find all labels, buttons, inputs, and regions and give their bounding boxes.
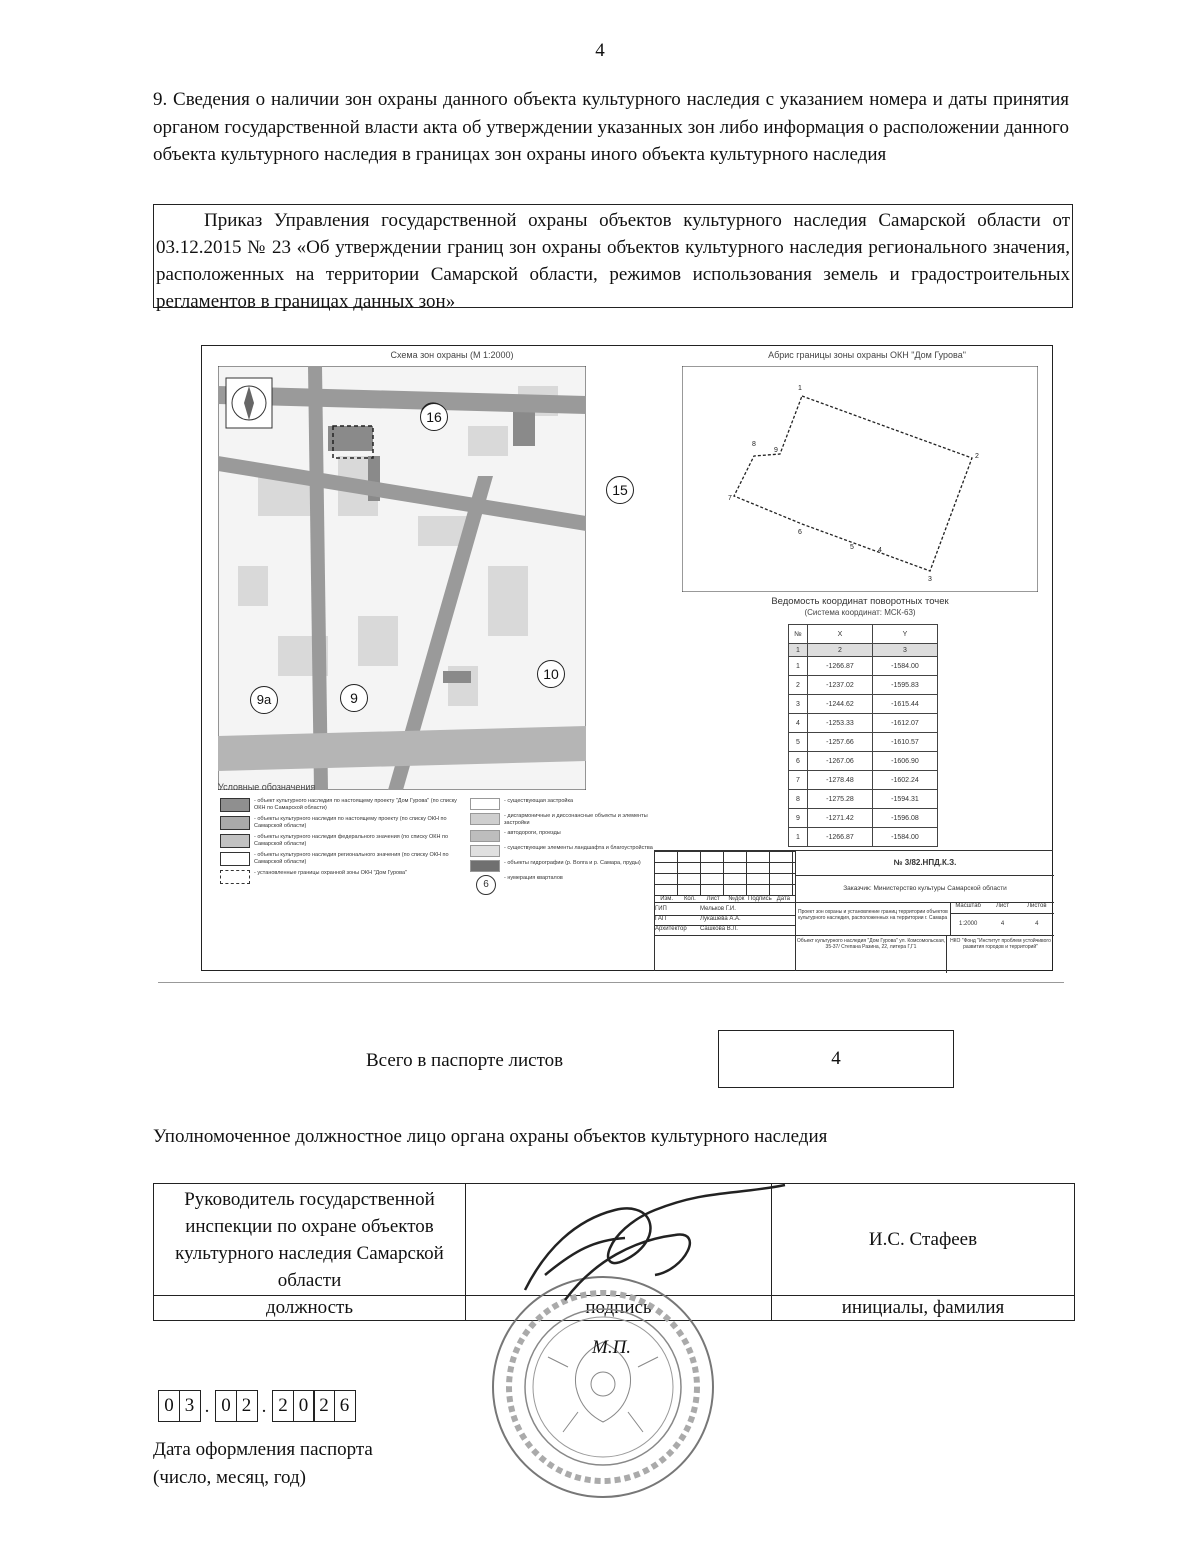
legend-item bbox=[470, 798, 660, 810]
outline-title: Абрис границы зоны охраны ОКН "Дом Гурова" bbox=[768, 350, 966, 360]
legend-swatch bbox=[470, 830, 500, 842]
legend-text: - нумерация кварталов bbox=[504, 875, 563, 881]
legend-text: - автодороги, проезды bbox=[504, 830, 561, 836]
outline-point-8: 8 bbox=[752, 441, 756, 448]
date-digit: 0 bbox=[215, 1390, 237, 1422]
outline-point-1: 1 bbox=[798, 385, 802, 392]
date-digit: 2 bbox=[272, 1390, 294, 1422]
date-caption-line: (число, месяц, год) bbox=[153, 1467, 307, 1488]
caption-position: должность bbox=[154, 1296, 466, 1321]
coords-cell: -1615.44 bbox=[873, 695, 938, 714]
customer: Заказчик: Министерство культуры Самарской области bbox=[796, 876, 1054, 903]
coords-cell: 5 bbox=[789, 733, 808, 752]
legend-right bbox=[470, 798, 660, 898]
coords-cell: -1253.33 bbox=[808, 714, 873, 733]
divider bbox=[158, 982, 1064, 983]
coords-row bbox=[789, 676, 938, 695]
outline-point-6: 6 bbox=[798, 529, 802, 536]
official-name: И.С. Стафеев bbox=[772, 1184, 1075, 1296]
stamp-header-cell: №док bbox=[728, 896, 745, 902]
legend-text: - существующая застройка bbox=[504, 798, 574, 804]
coords-row bbox=[789, 828, 938, 847]
caption-name: инициалы, фамилия bbox=[772, 1296, 1075, 1321]
legend-item bbox=[470, 830, 660, 842]
coords-cell: 8 bbox=[789, 790, 808, 809]
coords-cell: 7 bbox=[789, 771, 808, 790]
coords-cell: -1606.90 bbox=[873, 752, 938, 771]
coords-cell: -1266.87 bbox=[808, 828, 873, 847]
official-heading: Уполномоченное должностное лицо органа охраны объектов культурного наследия bbox=[153, 1126, 828, 1147]
zone-map bbox=[218, 366, 586, 790]
date-digit: 2 bbox=[313, 1390, 335, 1422]
staff-name: Лукашева А.А. bbox=[700, 916, 741, 922]
coords-cell: -1612.07 bbox=[873, 714, 938, 733]
legend-left bbox=[220, 798, 460, 888]
scheme-title: Схема зон охраны (М 1:2000) bbox=[390, 350, 514, 360]
legend-item bbox=[470, 845, 660, 857]
coords-cell: 1 bbox=[789, 828, 808, 847]
staff-role: ГАП bbox=[655, 916, 667, 922]
coords-cell: -1278.48 bbox=[808, 771, 873, 790]
date-separator: . bbox=[204, 1396, 210, 1417]
coords-cell: -1267.06 bbox=[808, 752, 873, 771]
block-number-16: 16 bbox=[420, 403, 448, 431]
staff-role: ГИП bbox=[655, 906, 667, 912]
staff-name: Мельков Г.И. bbox=[700, 906, 736, 912]
coords-index: 3 bbox=[873, 644, 938, 657]
sheets-label: Листов bbox=[1027, 903, 1047, 909]
stamp-header-cell: Дата bbox=[776, 896, 791, 902]
coords-cell: 4 bbox=[789, 714, 808, 733]
coords-row bbox=[789, 752, 938, 771]
coords-cell: -1595.83 bbox=[873, 676, 938, 695]
legend-text: - объекты гидрографии (р. Волга и р. Самара, пруды) bbox=[504, 860, 641, 866]
coords-cell: -1266.87 bbox=[808, 657, 873, 676]
coords-cell: -1244.62 bbox=[808, 695, 873, 714]
legend-item bbox=[220, 816, 460, 830]
legend-swatch bbox=[220, 852, 250, 866]
coords-index: 1 bbox=[789, 644, 808, 657]
legend-item bbox=[220, 834, 460, 848]
staff-role: Архитектор bbox=[655, 926, 687, 932]
coords-table bbox=[788, 624, 938, 847]
legend-text: - объекты культурного наследия регионального значения (по списку ОКН по Самарской области) bbox=[254, 852, 449, 865]
outline-point-3: 3 bbox=[928, 576, 932, 583]
outline-point-4: 4 bbox=[878, 547, 882, 554]
coords-subtitle: (Система координат: МСК-63) bbox=[804, 608, 916, 617]
legend-item bbox=[470, 875, 660, 895]
coords-row bbox=[789, 733, 938, 752]
coords-cell: -1602.24 bbox=[873, 771, 938, 790]
total-sheets-value: 4 bbox=[718, 1030, 954, 1088]
coords-cell: -1596.08 bbox=[873, 809, 938, 828]
date-caption bbox=[153, 1436, 373, 1492]
order-text: Приказ Управления государственной охраны объектов культурного наследия Самарской области от 03.12.2015 № 23 «Об утверждении границ зон охраны объектов культурного наследия регионального значения, расположенных на территории Самарской области, режимов использования земель и градостроительных регламентов в границах данных зон» bbox=[156, 210, 1070, 312]
legend-text: - объекты культурного наследия федерального значения (по списку ОКН по Самарской области) bbox=[254, 834, 449, 847]
legend-swatch bbox=[220, 816, 250, 830]
legend-text: - установленные границы охранной зоны ОКН "Дом Гурова" bbox=[254, 870, 407, 876]
coords-cell: 2 bbox=[789, 676, 808, 695]
coords-row bbox=[789, 695, 938, 714]
date-digit: 6 bbox=[334, 1390, 356, 1422]
coords-index: 2 bbox=[808, 644, 873, 657]
outline-point-2: 2 bbox=[975, 453, 979, 460]
coords-row bbox=[789, 790, 938, 809]
legend-text: - дисгармоничные и диссонансные объекты и элементы застройки bbox=[504, 813, 648, 826]
legend-swatch bbox=[470, 798, 500, 810]
block-number-9: 9 bbox=[340, 684, 368, 712]
date-separator: . bbox=[261, 1396, 267, 1417]
sheet-value: 4 bbox=[1000, 921, 1005, 927]
project-code: № 3/82.НПД.К.З. bbox=[796, 851, 1054, 876]
legend-block-number: 6 bbox=[476, 875, 496, 895]
coords-row bbox=[789, 809, 938, 828]
title-block bbox=[654, 850, 1053, 971]
coords-header: X bbox=[808, 625, 873, 644]
block-number-9a: 9а bbox=[250, 686, 278, 714]
legend-title: Условные обозначения bbox=[218, 782, 316, 792]
stamp-header-cell: Кол. bbox=[683, 896, 696, 902]
legend-swatch bbox=[470, 845, 500, 857]
coords-cell: -1271.42 bbox=[808, 809, 873, 828]
coords-cell: -1257.66 bbox=[808, 733, 873, 752]
legend-text: - объекты культурного наследия по настоящему проекту (по списку ОКН по Самарской области) bbox=[254, 816, 447, 829]
coords-row bbox=[789, 714, 938, 733]
coords-header: Y bbox=[873, 625, 938, 644]
coords-header: № bbox=[789, 625, 808, 644]
coords-row bbox=[789, 771, 938, 790]
legend-item bbox=[470, 813, 660, 827]
scale-value: 1:2000 bbox=[958, 921, 978, 927]
coords-cell: -1275.28 bbox=[808, 790, 873, 809]
sheet-label: Лист bbox=[995, 903, 1010, 909]
stamp-header-cell: Подпись bbox=[748, 896, 772, 902]
coords-cell: -1584.00 bbox=[873, 828, 938, 847]
caption-signature: подпись bbox=[466, 1296, 772, 1321]
order-box bbox=[153, 204, 1073, 312]
outline-point-7: 7 bbox=[728, 495, 732, 502]
block-number-10: 10 bbox=[537, 660, 565, 688]
date-digit: 2 bbox=[236, 1390, 258, 1422]
stamp-header-cell: Изм. bbox=[660, 896, 674, 902]
coords-cell: 3 bbox=[789, 695, 808, 714]
coords-cell: -1610.57 bbox=[873, 733, 938, 752]
page-number: 4 bbox=[595, 40, 605, 61]
legend-item bbox=[220, 852, 460, 866]
official-position: Руководитель государственной инспекции по охране объектов культурного наследия Самарской области bbox=[154, 1184, 466, 1296]
legend-swatch bbox=[220, 798, 250, 812]
stamp-header-cell: Лист bbox=[706, 896, 720, 902]
date-caption-line: Дата оформления паспорта bbox=[153, 1439, 373, 1460]
coords-row bbox=[789, 657, 938, 676]
staff-name: Сашкова В.Л. bbox=[700, 926, 738, 932]
date-boxes bbox=[158, 1390, 354, 1422]
coords-cell: 6 bbox=[789, 752, 808, 771]
legend-swatch bbox=[220, 870, 250, 884]
coords-title: Ведомость координат поворотных точек bbox=[771, 596, 949, 607]
coords-cell: 1 bbox=[789, 657, 808, 676]
date-digit: 0 bbox=[293, 1390, 315, 1422]
coords-cell: 9 bbox=[789, 809, 808, 828]
coords-cell: -1237.02 bbox=[808, 676, 873, 695]
sheets-value: 4 bbox=[1035, 921, 1039, 927]
legend-text: - объект культурного наследия по настоящему проекту "Дом Гурова" (по списку ОКН по Самарской области) bbox=[254, 798, 457, 811]
stamp-mark: М.П. bbox=[592, 1337, 632, 1358]
legend-swatch bbox=[220, 834, 250, 848]
legend-item bbox=[220, 798, 460, 812]
legend-text: - существующие элементы ландшафта и благоустройства bbox=[504, 845, 653, 851]
legend-swatch bbox=[470, 860, 500, 872]
scale-label: Масштаб bbox=[955, 903, 981, 909]
zone-drawing-sheet bbox=[201, 345, 1053, 971]
block-number-15: 15 bbox=[606, 476, 634, 504]
section-heading: 9. Сведения о наличии зон охраны данного объекта культурного наследия с указанием номера и даты принятия органом государственной власти акта об утверждении указанных зон либо информация о расположении данного объекта культурного наследия в границах зон охраны иного объекта культурного наследия bbox=[153, 89, 1069, 165]
legend-item bbox=[220, 870, 460, 884]
object-desc: Объект культурного наследия "Дом Гурова" ул. Комсомольская, 35-37/ Степана Разина, 22, литера Г,Г1 bbox=[796, 936, 947, 973]
coords-cell: -1584.00 bbox=[873, 657, 938, 676]
date-digit: 3 bbox=[179, 1390, 201, 1422]
outline-point-5: 5 bbox=[850, 544, 854, 551]
zone-outline bbox=[682, 366, 1038, 592]
project-desc: Проект зон охраны и установление границ территории объектов культурного наследия, расположенных на территории г. Самара bbox=[796, 903, 951, 935]
total-sheets-label: Всего в паспорте листов bbox=[366, 1050, 564, 1071]
organization: НКО "Фонд "Институт проблем устойчивого развития городов и территорий" bbox=[950, 938, 1051, 950]
signature-scribble bbox=[505, 1180, 795, 1330]
legend-swatch bbox=[470, 813, 500, 825]
outline-point-9: 9 bbox=[774, 447, 778, 454]
date-digit: 0 bbox=[158, 1390, 180, 1422]
coords-cell: -1594.31 bbox=[873, 790, 938, 809]
legend-item bbox=[470, 860, 660, 872]
